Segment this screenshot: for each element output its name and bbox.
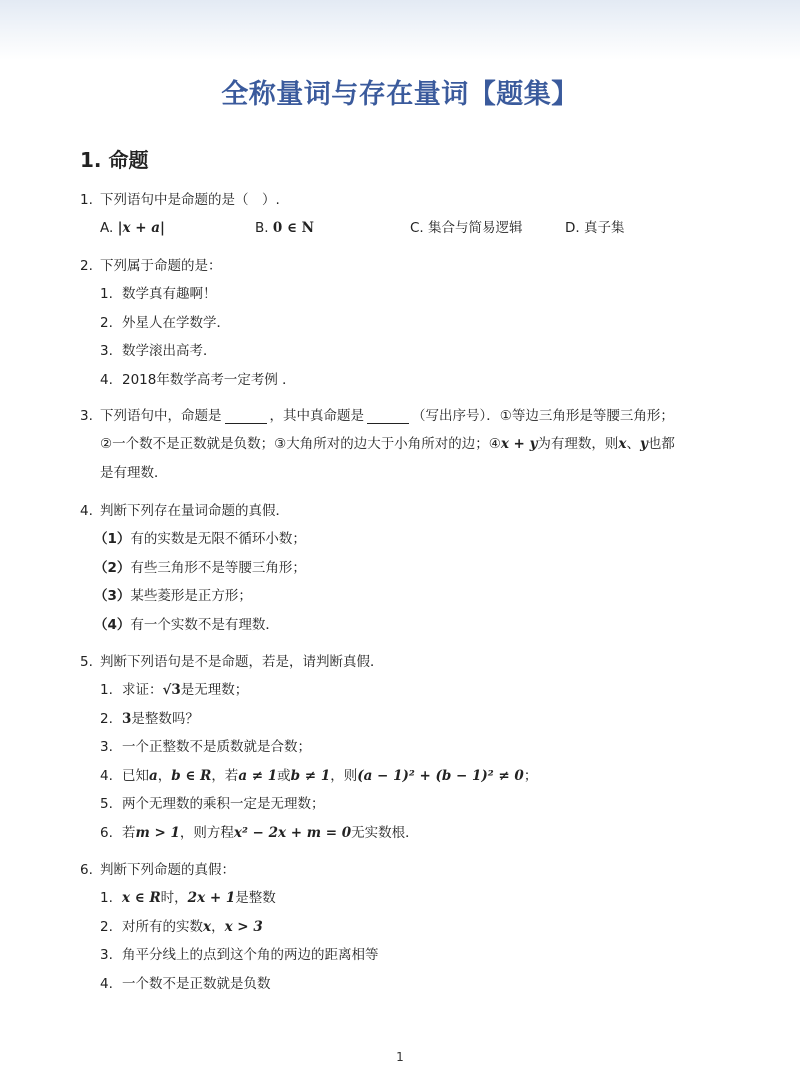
question-stem: 判断下列存在量词命题的真假． — [100, 503, 289, 519]
page-number: 1 — [396, 1050, 404, 1064]
list-item: 4. 已知 a ， b ∈ R ，若 a ≠ 1 或 b ≠ 1 ，则 (a − 1)² + (b − 1)² ≠ 0 ； — [100, 767, 538, 784]
question-stem: 下列语句中是命题的是（ ）. — [100, 192, 280, 208]
question-number: 6. — [80, 862, 93, 878]
question-4 — [80, 497, 720, 639]
option-c: C. 集合与简易逻辑 — [410, 220, 523, 236]
list-item: 1. 求证： √3 是无理数； — [100, 682, 249, 698]
question-1 — [80, 186, 720, 242]
option-a-math: |x + a| — [117, 220, 165, 236]
question-number: 1. — [80, 192, 93, 208]
question-stem: 判断下列语句是不是命题，若是，请判断真假． — [100, 654, 384, 670]
option-b: B. 0 ∈ N — [255, 220, 314, 236]
question-number: 4. — [80, 503, 93, 519]
section-heading: 1. 命题 — [80, 148, 149, 172]
list-item: 2. 3 是整数吗？ — [100, 710, 199, 727]
question-number: 2. — [80, 258, 93, 274]
answer-blank — [367, 409, 409, 424]
question-6 — [80, 856, 720, 998]
list-item: （2） 有些三角形不是等腰三角形； — [94, 559, 306, 576]
list-item: （4） 有一个实数不是有理数． — [94, 616, 279, 633]
header-band — [0, 0, 800, 60]
answer-blank — [225, 409, 267, 424]
list-item: 1. 数学真有趣啊！ — [100, 286, 217, 302]
list-item: 2. 外星人在学数学． — [100, 314, 230, 331]
list-item: 3. 一个正整数不是质数就是合数； — [100, 739, 311, 755]
question-stem: 判断下列命题的真假： — [100, 862, 235, 878]
question-stem: 下列属于命题的是： — [100, 258, 222, 274]
list-item: 1. x ∈ R 时， 2x + 1 是整数 — [100, 890, 276, 906]
list-item: 4. 一个数不是正数就是负数 — [100, 975, 271, 992]
option-a: A. |x + a| — [100, 220, 165, 236]
option-c-text: 集合与简易逻辑 — [428, 220, 523, 236]
list-item: 6. 若 m > 1 ，则方程 x² − 2x + m = 0 无实数根． — [100, 824, 419, 841]
document-title: 全称量词与存在量词【题集】 — [221, 79, 579, 110]
options-row — [80, 214, 720, 242]
question-text-line: ②一个数不是正数就是负数；③大角所对的边大于小角所对的边；④x + y为有理数，则x、y也都 — [100, 436, 675, 452]
question-text-line: 是有理数． — [100, 465, 168, 481]
option-b-math: 0 ∈ N — [272, 220, 314, 236]
option-d-text: 真子集 — [583, 220, 625, 236]
list-item: 5. 两个无理数的乘积一定是无理数； — [100, 796, 325, 812]
question-2 — [80, 252, 720, 394]
option-d: D. 真子集 — [565, 220, 625, 236]
question-5 — [80, 648, 720, 847]
question-3: 3. 下列语句中，命题是 ，其中真命题是 （写出序号）．①等边三角形是等腰三角形； ②一个数不是正数就是负数；③大角所对的边大于小角所对的边；④x + y为有理数，则x、y也都 是有理数． — [80, 402, 720, 488]
list-item: 2. 对所有的实数 x ， x > 3 — [100, 918, 263, 935]
list-item: （1） 有的实数是无限不循环小数； — [94, 531, 306, 547]
list-item: 3. 角平分线上的点到这个角的两边的距离相等 — [100, 947, 379, 963]
list-item: 3. 数学滚出高考． — [100, 343, 217, 359]
list-item: 4. 2018年数学高考一定考例 ． — [100, 371, 296, 388]
question-number: 5. — [80, 654, 93, 670]
question-number: 3. — [80, 408, 93, 424]
list-item: （3） 某些菱形是正方形； — [94, 588, 252, 604]
